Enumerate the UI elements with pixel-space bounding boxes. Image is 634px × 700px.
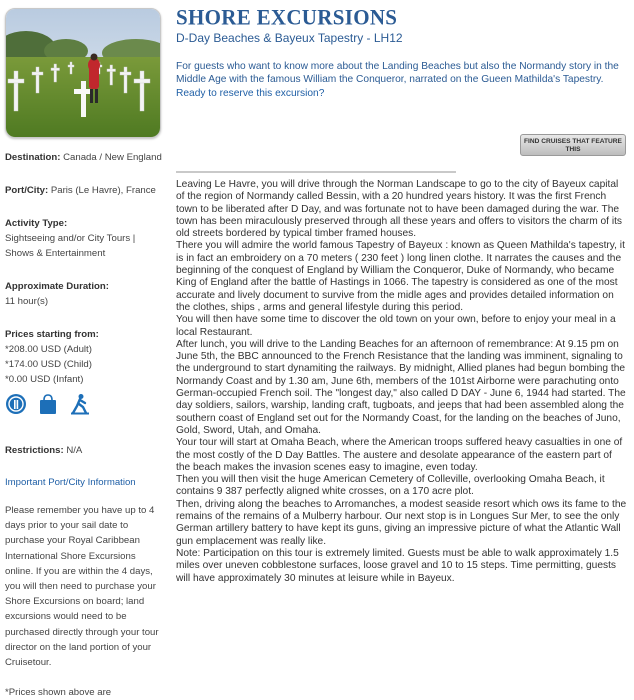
excursion-sidebar	[5, 8, 165, 700]
activity-type-value: Sightseeing and/or City Tours | Shows & Entertainment	[5, 233, 136, 259]
activity-type-label: Activity Type:	[5, 218, 68, 229]
description-paragraph: Note: Participation on this tour is extremely limited. Guests must be able to walk approximately 1.5 miles over uneven cobblestone surfaces, loose gravel and 10 to 15 steps. Time permitting, guests will have approximately 30 minutes at leisure while in Bayeux.	[176, 547, 619, 584]
activity-icons	[5, 393, 165, 415]
description-paragraph: You will then have some time to discover the old town on your own, before to enjoy your meal in a local Restaurant.	[176, 314, 616, 338]
port-label: Port/City:	[5, 185, 49, 196]
port-value: Paris (Le Havre), France	[50, 185, 156, 196]
reserve-excursion-link[interactable]: Ready to reserve this excursion?	[176, 87, 325, 99]
prices-footnote: *Prices shown above are	[5, 687, 112, 699]
intro-text: For guests who want to know more about the Landing Beaches but also the Normandy story in the Middle Age with the famous William the Conqueror, narrated on the Gueen Mathilda's Tapestry.	[176, 61, 619, 86]
prices-label: Prices starting from:	[5, 329, 99, 340]
page-title: SHORE EXCURSIONS	[176, 4, 398, 30]
duration-label: Approximate Duration:	[5, 281, 109, 292]
description-paragraph: Leaving Le Havre, you will drive through the Norman Landscape to go to the city of Bayeux capital of the region of Normandy called Bessin, with a 20 hundred years history. It was the first French town to be liberated after D Day, and was fortunate not to have been damaged during the war. The town has been miraculously preserved through all these years and offers to visitors the charm of its old streets bordered by typical timber framed houses.	[176, 179, 623, 240]
destination-value: Canada / New England	[63, 152, 162, 163]
excursion-description	[176, 179, 628, 585]
price-infant: *0.00 USD (Infant)	[5, 374, 84, 385]
find-cruises-button[interactable]: FIND CRUISES THAT FEATURE THIS	[520, 134, 626, 156]
description-paragraph: There you will admire the world famous Tapestry of Bayeux : known as Queen Mathilda's tapestry, it is in fact an embroidery on a 70 meters ( 230 feet ) long linen clothe. It narrates the causes and the beginning of the conquest of England by William the Conqueror, Duke of Normandy, who became King of England after the battle of Hastings in 1066. The tapestry is considered as one of the most accurate and lively document to survive from the midle ages and provides detailed information on the clothes, ships , arms and general lifestyle during this period.	[176, 240, 625, 313]
price-adult: *208.00 USD (Adult)	[5, 344, 92, 355]
walking-person-icon[interactable]	[69, 393, 91, 415]
description-paragraph: After lunch, you will drive to the Landing Beaches for an afternoon of remembrance: At 9.15 pm on June 5th, the BBC announced to the French Resistance that the landing was imminent, signaling to the underground to start dynamiting the railways. By midnight, Allied planes had begun bombing the Normandy Coast and by 1.30 am, June 6th, members of the 101st Airborne were parachuting onto German-occupied French soil. The "longest day," also called D DAY - June 6, 1944 had started. The day soldiers, sailors, warship, landing craft, tugboats, and jeeps that had been assembled along the southern coast of England set out for the Normandy Coast, for the landing on the beaches of Juno, Gold, Sword, Utah, and Omaha.	[176, 338, 626, 436]
description-paragraph: Your tour will start at Omaha Beach, where the American troops suffered heavy casualties in one of the most costly of the D Day Battles. The austere and desolate appearance of the eastern part of the beach makes the invasion scenes easy to imagine, even today.	[176, 437, 623, 473]
restrictions-value: N/A	[66, 445, 83, 456]
duration-value: 11 hour(s)	[5, 296, 49, 307]
price-child: *174.00 USD (Child)	[5, 359, 92, 370]
purchase-window-note: Please remember you have up to 4 days prior to your sail date to purchase your Royal Caribbean International Shore Excursions online. If you are within the 4 days, you will then need to purchase your Shore Excursions on board; land excursions would need to be purchased directly through your tour director on the land portion of your Cruisetour.	[5, 505, 159, 669]
important-port-info-link[interactable]: Important Port/City Information	[5, 477, 136, 488]
excursion-subtitle: D-Day Beaches & Bayeux Tapestry - LH12	[176, 31, 403, 45]
excursion-main	[176, 4, 628, 584]
destination-label: Destination:	[5, 152, 61, 163]
excursion-photo	[5, 8, 161, 138]
info-circle-icon[interactable]	[5, 393, 27, 415]
restrictions-label: Restrictions:	[5, 445, 64, 456]
description-paragraph: Then, driving along the beaches to Arromanches, a modest seaside resort which ows its fame to the remains of the remains of a Mulberry harbour. Our next stop is in Longues Sur Mer, to see the only German artillery battery to have kept its guns, giving an impressive picture of what the Atlantic Wall gun emplacement was really like.	[176, 498, 627, 547]
section-divider	[176, 171, 456, 173]
excursion-intro	[176, 60, 628, 100]
description-paragraph: Then you will then visit the huge American Cemetery of Colleville, overlooking Omaha Beach, it contains 9 387 perfectly aligned white crosses, on a 170 acre plot.	[176, 474, 605, 498]
shopping-bag-icon[interactable]	[37, 393, 59, 415]
